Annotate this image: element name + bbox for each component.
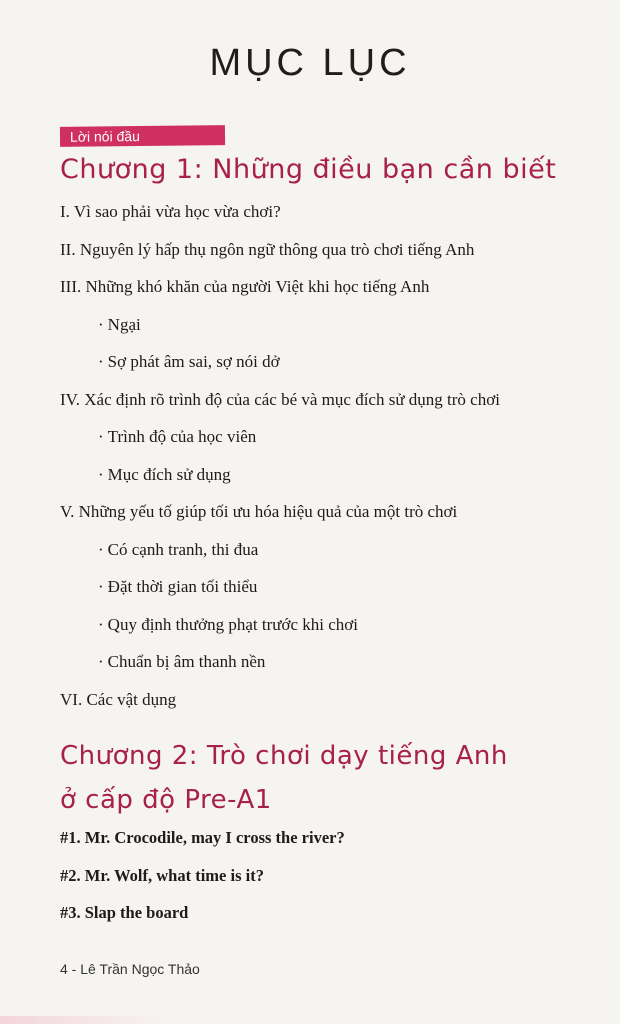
bullet-icon: · bbox=[98, 427, 104, 446]
game-item[interactable]: #2. Mr. Wolf, what time is it? bbox=[60, 866, 264, 885]
toc-item[interactable]: VI. Các vật dụng bbox=[60, 690, 177, 709]
page-title: MỤC LỤC bbox=[209, 42, 411, 84]
toc-subitem[interactable]: · Trình độ của học viên bbox=[98, 427, 257, 446]
toc-subitem[interactable]: · Mục đích sử dụng bbox=[98, 465, 231, 484]
page-footer: 4 - Lê Trần Ngọc Thảo bbox=[60, 961, 200, 977]
bullet-icon: · bbox=[98, 352, 104, 371]
bullet-icon: · bbox=[98, 652, 104, 671]
bullet-icon: · bbox=[98, 540, 104, 559]
bullet-icon: · bbox=[98, 615, 104, 634]
toc-subitem[interactable]: · Có cạnh tranh, thi đua bbox=[98, 540, 259, 559]
chapter2-heading[interactable] bbox=[60, 734, 508, 822]
toc-item[interactable]: I. Vì sao phải vừa học vừa chơi? bbox=[60, 202, 281, 221]
bullet-icon: · bbox=[98, 577, 104, 596]
chapter1-heading[interactable]: Chương 1: Những điều bạn cần biết bbox=[60, 154, 557, 185]
toc-subitem[interactable]: · Ngại bbox=[98, 315, 141, 334]
game-item[interactable]: #3. Slap the board bbox=[60, 903, 189, 922]
game-item[interactable]: #1. Mr. Crocodile, may I cross the river? bbox=[60, 828, 345, 847]
toc-item[interactable]: II. Nguyên lý hấp thụ ngôn ngữ thông qua trò chơi tiếng Anh bbox=[60, 240, 475, 259]
decorative-strip bbox=[0, 1016, 170, 1024]
bullet-icon: · bbox=[98, 315, 104, 334]
toc-subitem[interactable]: · Chuẩn bị âm thanh nền bbox=[98, 652, 266, 671]
toc-item[interactable]: III. Những khó khăn của người Việt khi học tiếng Anh bbox=[60, 277, 430, 296]
toc-subitem[interactable]: · Quy định thưởng phạt trước khi chơi bbox=[98, 615, 358, 634]
toc-subitem[interactable]: · Đặt thời gian tối thiểu bbox=[98, 577, 258, 596]
toc-subitem[interactable]: · Sợ phát âm sai, sợ nói dở bbox=[98, 352, 280, 371]
chapter2-heading-line2: ở cấp độ Pre-A1 bbox=[60, 785, 272, 815]
chapter2-heading-line1: Chương 2: Trò chơi dạy tiếng Anh bbox=[60, 741, 508, 771]
preface-tag[interactable]: Lời nói đầu bbox=[60, 125, 225, 147]
toc-item[interactable]: V. Những yếu tố giúp tối ưu hóa hiệu quả của một trò chơi bbox=[60, 502, 458, 521]
toc-item[interactable]: IV. Xác định rõ trình độ của các bé và mục đích sử dụng trò chơi bbox=[60, 390, 500, 409]
bullet-icon: · bbox=[98, 465, 104, 484]
